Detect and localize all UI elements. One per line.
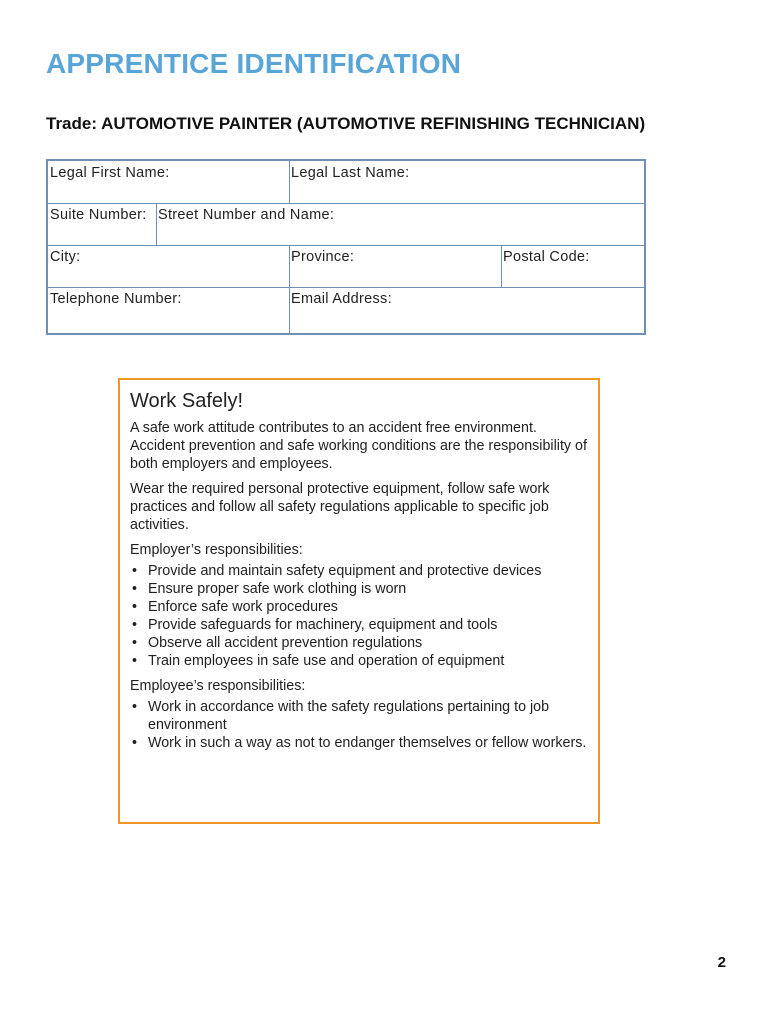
list-item-text: Provide and maintain safety equipment and protective devices <box>148 563 542 579</box>
list-item-text: Train employees in safe use and operation of equipment <box>148 653 505 669</box>
list-item-text: Provide safeguards for machinery, equipment and tools <box>148 617 498 633</box>
legal-first-name-field[interactable]: Legal First Name: <box>50 165 170 181</box>
bullet-icon: • <box>132 599 138 615</box>
bullet-icon: • <box>132 617 138 633</box>
apprentice-id-form <box>46 159 646 335</box>
bullet-icon: • <box>132 581 138 597</box>
street-field[interactable]: Street Number and Name: <box>158 207 335 223</box>
city-field[interactable]: City: <box>50 249 81 265</box>
page-title: APPRENTICE IDENTIFICATION <box>46 48 462 79</box>
list-item <box>130 652 588 670</box>
email-field[interactable]: Email Address: <box>291 291 392 307</box>
list-item-text: Ensure proper safe work clothing is worn <box>148 581 407 597</box>
list-item <box>130 634 588 652</box>
employer-heading: Employer’s responsibilities: <box>130 542 303 558</box>
suite-number-field[interactable]: Suite Number: <box>50 207 147 223</box>
trade-heading: Trade: AUTOMOTIVE PAINTER (AUTOMOTIVE REFINISHING TECHNICIAN) <box>46 114 646 133</box>
employee-heading: Employee’s responsibilities: <box>130 678 306 694</box>
telephone-field[interactable]: Telephone Number: <box>50 291 182 307</box>
list-item-text: Work in accordance with the safety regulations pertaining to job environment <box>148 699 550 733</box>
bullet-icon: • <box>132 635 138 651</box>
employer-list <box>130 562 588 670</box>
postal-code-field[interactable]: Postal Code: <box>503 249 590 265</box>
list-item-text: Work in such a way as not to endanger themselves or fellow workers. <box>148 735 587 751</box>
safety-title: Work Safely! <box>130 390 243 412</box>
list-item <box>130 598 588 616</box>
list-item <box>130 580 588 598</box>
list-item <box>130 562 588 580</box>
bullet-icon: • <box>132 699 138 715</box>
list-item <box>130 616 588 634</box>
legal-last-name-field[interactable]: Legal Last Name: <box>291 165 410 181</box>
list-item-text: Enforce safe work procedures <box>148 599 338 615</box>
list-item-text: Observe all accident prevention regulations <box>148 635 423 651</box>
list-item <box>130 734 588 752</box>
safety-paragraph: Wear the required personal protective equipment, follow safe work practices and follow all safety regulations applicable to specific job activities. <box>130 481 550 533</box>
page-number: 2 <box>717 954 726 971</box>
work-safely-box <box>118 378 600 824</box>
bullet-icon: • <box>132 563 138 579</box>
province-field[interactable]: Province: <box>291 249 355 265</box>
bullet-icon: • <box>132 735 138 751</box>
employee-list <box>130 698 588 752</box>
list-item <box>130 698 588 734</box>
safety-paragraph: A safe work attitude contributes to an accident free environment. Accident prevention and safe working conditions are the responsibility of both employers and employees. <box>130 420 587 472</box>
bullet-icon: • <box>132 653 138 669</box>
